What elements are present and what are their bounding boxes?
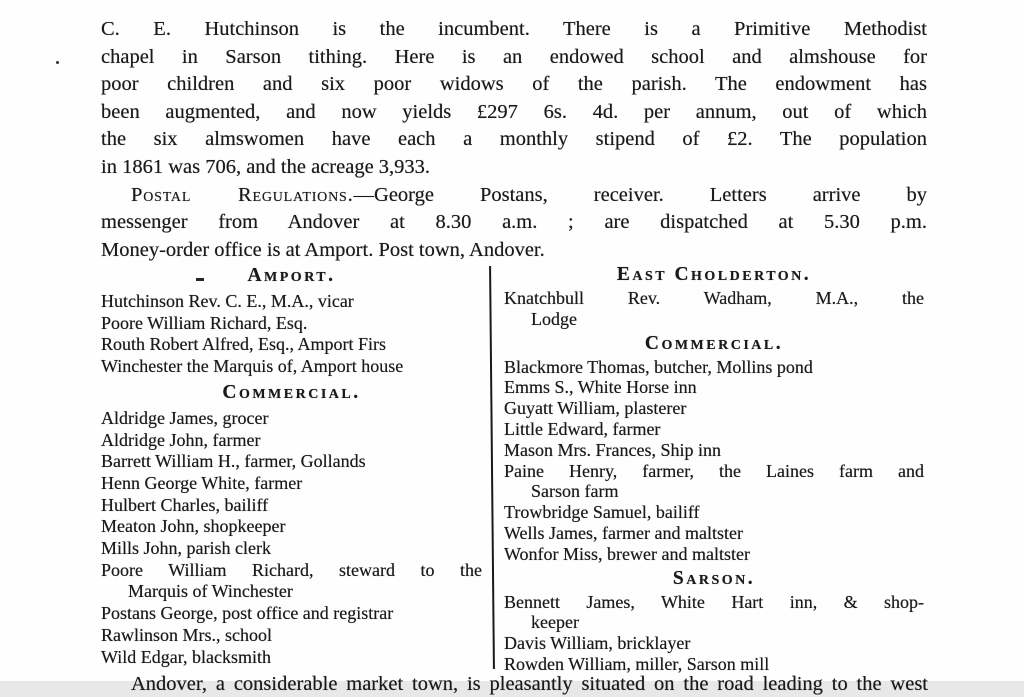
directory-row: Rowden William, miller, Sarson mill (504, 653, 770, 674)
directory-row: Barrett William H., farmer, Gollands (101, 451, 366, 472)
paragraph-line: C. E. Hutchinson is the incumbent. There is a Primitive Methodist (101, 18, 927, 40)
directory-row: Poore William Richard, steward to the (101, 559, 482, 580)
directory-row: Henn George White, farmer (101, 472, 303, 493)
directory-row: Aldridge John, farmer (101, 429, 261, 450)
intro-paragraph (101, 16, 927, 182)
column-divider-rule (489, 266, 495, 669)
directory-row: Paine Henry, farmer, the Laines farm and (504, 460, 924, 481)
section-header: East Cholderton. (616, 264, 812, 285)
paragraph-line: been augmented, and now yields £297 6s. 4d. per annum, out of which (101, 100, 927, 123)
directory-row: Blackmore Thomas, butcher, Mollins pond (504, 356, 813, 377)
paragraph-line: chapel in Sarson tithing. Here is an endowed school and almshouse for (101, 45, 927, 68)
paragraph-line: the six almswomen have each a monthly stipend of £2. The population (101, 128, 927, 151)
section-header: Commercial. (222, 381, 361, 403)
directory-row: Davis William, bricklayer (504, 633, 691, 654)
section-header: Amport. (247, 265, 336, 286)
column-east-cholderton (504, 261, 924, 675)
directory-row: Winchester the Marquis of, Amport house (101, 356, 404, 377)
directory-row: Lodge (531, 308, 577, 329)
clipped-next-article-line: Andover, a considerable market town, is pleasantly situated on the road leading to the west (131, 673, 928, 695)
directory-row: Aldridge James, grocer (101, 407, 269, 428)
paragraph-line: Money-order office is at Amport. Post town, Andover. (101, 238, 545, 261)
directory-row: Emms S., White Horse inn (504, 377, 697, 398)
directory-row: keeper (531, 612, 579, 633)
paragraph-line (101, 182, 927, 210)
directory-row: Mason Mrs. Frances, Ship inn (504, 439, 721, 460)
directory-row: Wells James, farmer and maltster (504, 522, 743, 543)
directory-row: Trowbridge Samuel, bailiff (504, 502, 700, 523)
section-header: Sarson. (672, 567, 756, 589)
section-header: Commercial. (644, 332, 784, 354)
directory-row: Routh Robert Alfred, Esq., Amport Firs (101, 334, 386, 355)
directory-row: Meaton John, shopkeeper (101, 516, 286, 537)
directory-row: Hutchinson Rev. C. E., M.A., vicar (101, 291, 354, 311)
directory-row: Mills John, parish clerk (101, 538, 271, 559)
directory-row: Knatchbull Rev. Wadham, M.A., the (504, 288, 924, 308)
paragraph-line: messenger from Andover at 8.30 a.m. ; are dispatched at 5.30 p.m. (101, 211, 927, 234)
directory-row: Postans George, post office and registrar (101, 603, 394, 624)
directory-row: Wild Edgar, blacksmith (101, 646, 272, 667)
directory-row: Little Edward, farmer (504, 418, 661, 439)
paragraph-text: —George Postans, receiver. Letters arrive by (353, 183, 928, 206)
paragraph-line: poor children and six poor widows of the parish. The endowment has (101, 73, 927, 96)
postal-regulations-paragraph (101, 182, 927, 265)
paragraph-line: in 1861 was 706, and the acreage 3,933. (101, 155, 431, 178)
scan-speck (56, 61, 59, 64)
directory-columns (101, 261, 928, 675)
directory-row: Hulbert Charles, bailiff (101, 494, 269, 515)
directory-row: Marquis of Winchester (128, 581, 293, 602)
directory-row: Guyatt William, plasterer (504, 398, 687, 419)
directory-row: Poore William Richard, Esq. (101, 312, 308, 333)
directory-row: Bennett James, White Hart inn, & shop- (504, 591, 924, 612)
postal-regulations-heading: Postal Regulations. (131, 183, 354, 206)
directory-row: Sarson farm (531, 481, 619, 502)
directory-row: Rawlinson Mrs., school (101, 624, 272, 645)
directory-row: Wonfor Miss, brewer and maltster (504, 543, 750, 564)
body-text-block (101, 16, 927, 264)
column-amport (101, 261, 482, 675)
